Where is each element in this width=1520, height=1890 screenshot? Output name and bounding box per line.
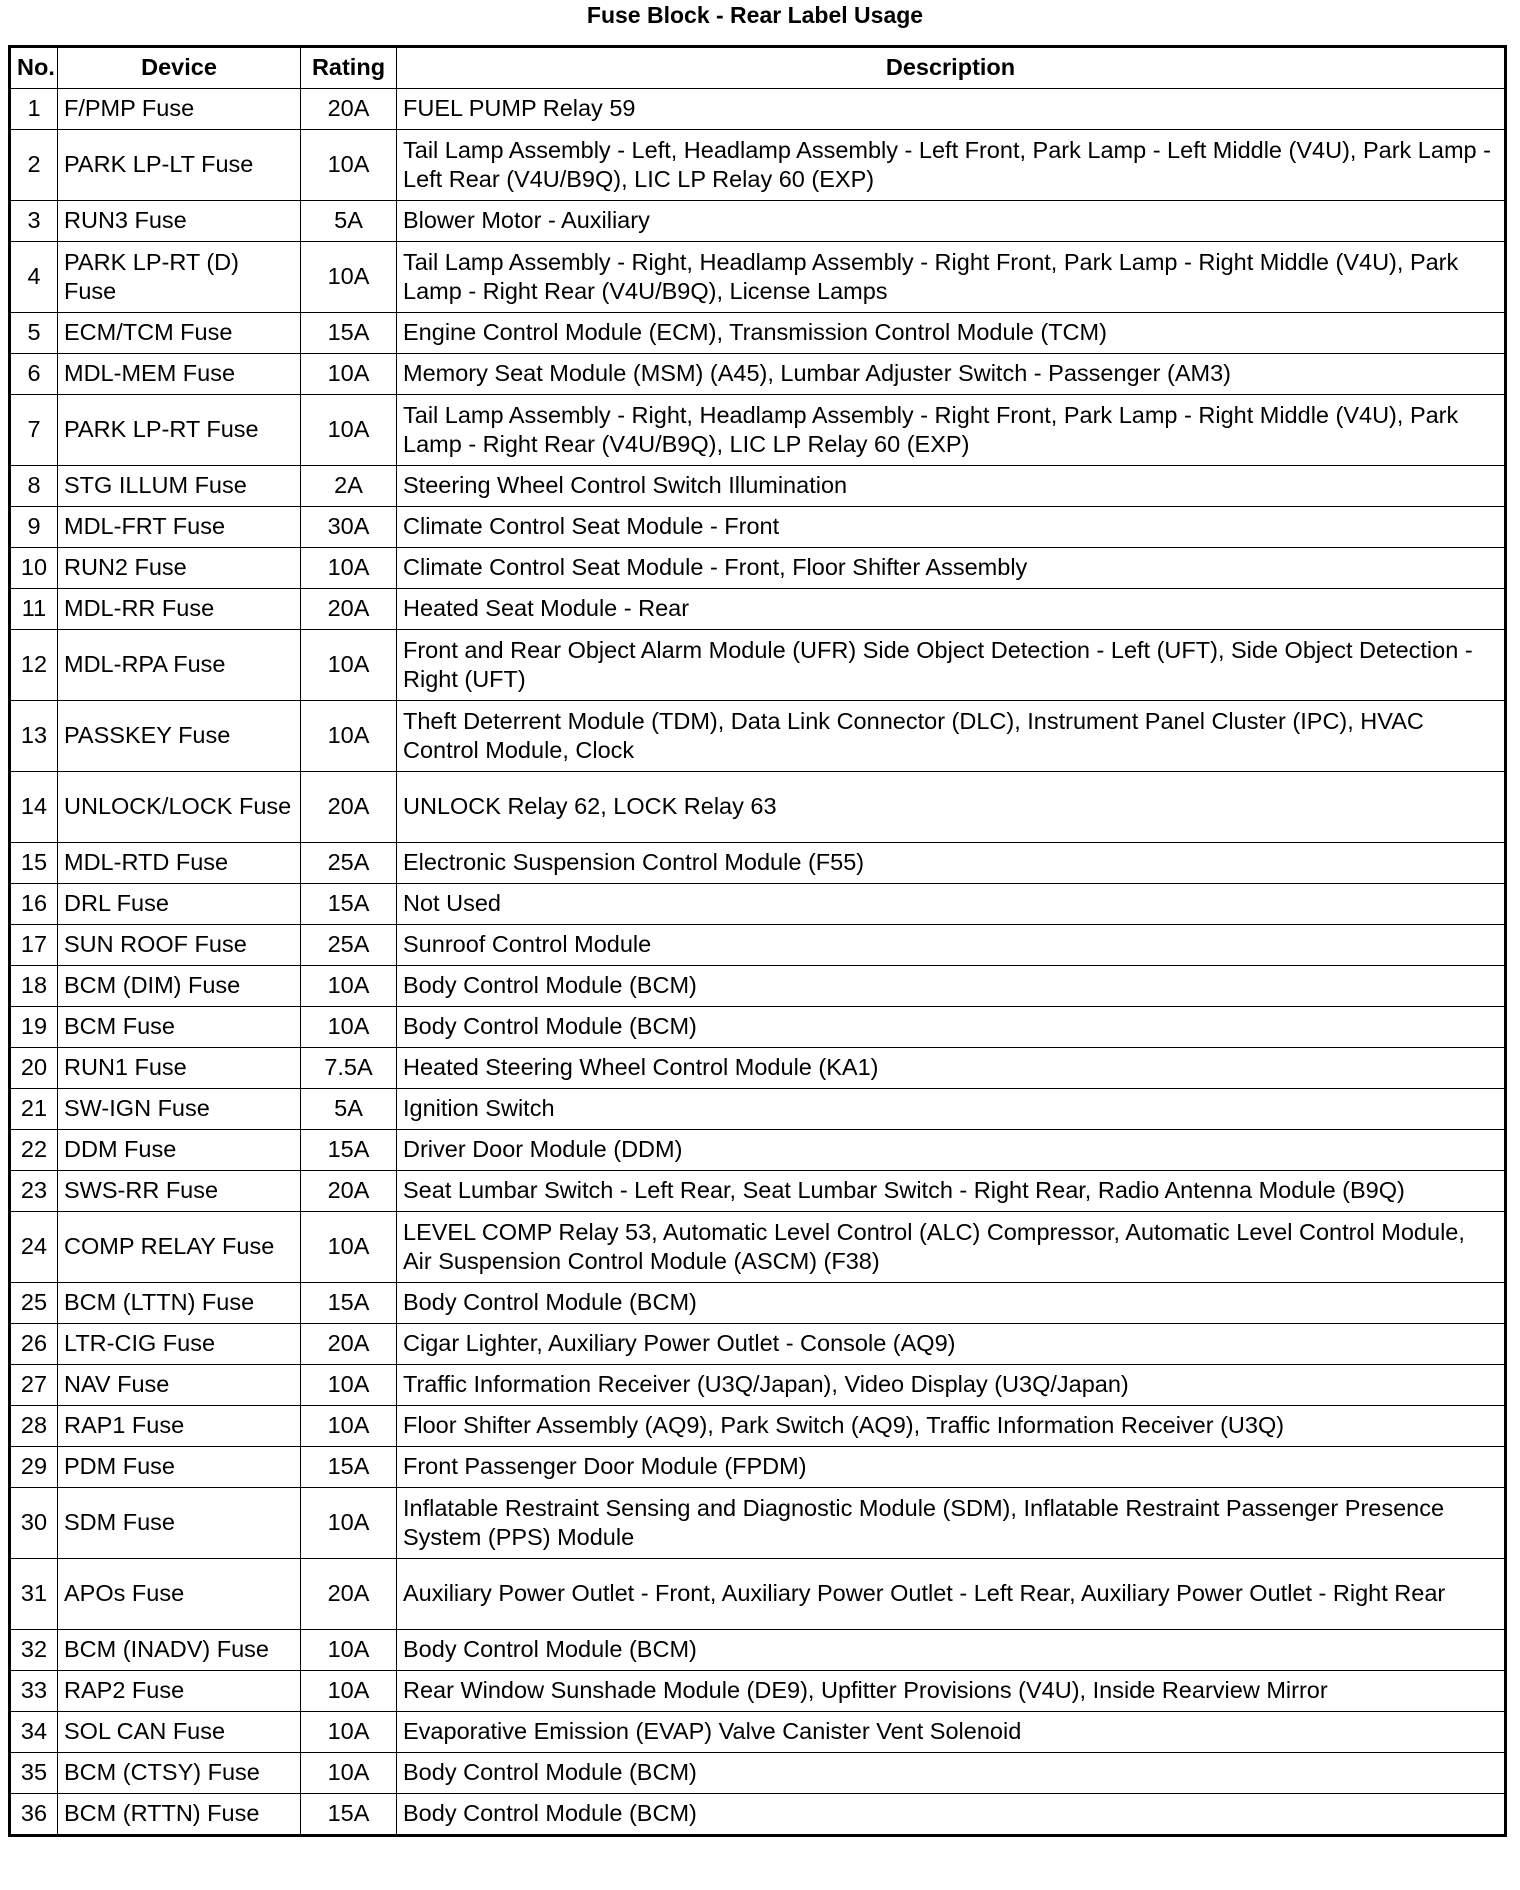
cell-description: Front Passenger Door Module (FPDM) — [397, 1447, 1506, 1488]
cell-description: Heated Seat Module - Rear — [397, 589, 1506, 630]
cell-description: Floor Shifter Assembly (AQ9), Park Switch (AQ9), Traffic Information Receiver (U3Q) — [397, 1406, 1506, 1447]
cell-no: 34 — [10, 1712, 58, 1753]
cell-description: Evaporative Emission (EVAP) Valve Canister Vent Solenoid — [397, 1712, 1506, 1753]
cell-no: 13 — [10, 701, 58, 772]
cell-device: PARK LP-LT Fuse — [58, 130, 301, 201]
cell-device: BCM (DIM) Fuse — [58, 966, 301, 1007]
cell-no: 24 — [10, 1212, 58, 1283]
cell-description: Cigar Lighter, Auxiliary Power Outlet - Console (AQ9) — [397, 1324, 1506, 1365]
table-row — [10, 966, 1506, 1007]
cell-rating: 15A — [301, 1130, 397, 1171]
table-row — [10, 1171, 1506, 1212]
cell-rating: 10A — [301, 1753, 397, 1794]
table-row — [10, 701, 1506, 772]
table-row — [10, 130, 1506, 201]
cell-device: SOL CAN Fuse — [58, 1712, 301, 1753]
cell-rating: 2A — [301, 466, 397, 507]
cell-device: UNLOCK/LOCK Fuse — [58, 772, 301, 843]
cell-description: Memory Seat Module (MSM) (A45), Lumbar Adjuster Switch - Passenger (AM3) — [397, 354, 1506, 395]
table-row — [10, 1447, 1506, 1488]
cell-device: SW-IGN Fuse — [58, 1089, 301, 1130]
table-row — [10, 1089, 1506, 1130]
cell-rating: 15A — [301, 1794, 397, 1836]
cell-no: 30 — [10, 1488, 58, 1559]
cell-device: ECM/TCM Fuse — [58, 313, 301, 354]
table-row — [10, 507, 1506, 548]
cell-description: Auxiliary Power Outlet - Front, Auxiliary Power Outlet - Left Rear, Auxiliary Power Outlet - Right Rear — [397, 1559, 1506, 1630]
cell-no: 28 — [10, 1406, 58, 1447]
cell-description: Seat Lumbar Switch - Left Rear, Seat Lumbar Switch - Right Rear, Radio Antenna Module (B9Q) — [397, 1171, 1506, 1212]
cell-rating: 10A — [301, 701, 397, 772]
cell-device: LTR-CIG Fuse — [58, 1324, 301, 1365]
cell-device: NAV Fuse — [58, 1365, 301, 1406]
cell-no: 6 — [10, 354, 58, 395]
table-row — [10, 313, 1506, 354]
cell-description: Body Control Module (BCM) — [397, 1630, 1506, 1671]
cell-rating: 5A — [301, 1089, 397, 1130]
cell-device: MDL-RPA Fuse — [58, 630, 301, 701]
cell-description: Body Control Module (BCM) — [397, 1007, 1506, 1048]
cell-device: BCM Fuse — [58, 1007, 301, 1048]
cell-no: 26 — [10, 1324, 58, 1365]
cell-device: SUN ROOF Fuse — [58, 925, 301, 966]
cell-rating: 10A — [301, 1212, 397, 1283]
cell-no: 32 — [10, 1630, 58, 1671]
cell-device: RAP2 Fuse — [58, 1671, 301, 1712]
fuse-table — [8, 45, 1507, 1837]
cell-device: RUN3 Fuse — [58, 201, 301, 242]
cell-no: 29 — [10, 1447, 58, 1488]
cell-no: 2 — [10, 130, 58, 201]
table-row — [10, 630, 1506, 701]
table-body — [10, 89, 1506, 1836]
table-row — [10, 1794, 1506, 1836]
table-row — [10, 395, 1506, 466]
cell-description: Traffic Information Receiver (U3Q/Japan), Video Display (U3Q/Japan) — [397, 1365, 1506, 1406]
cell-description: Body Control Module (BCM) — [397, 1283, 1506, 1324]
table-row — [10, 1365, 1506, 1406]
cell-device: BCM (INADV) Fuse — [58, 1630, 301, 1671]
cell-rating: 10A — [301, 966, 397, 1007]
cell-device: RUN2 Fuse — [58, 548, 301, 589]
cell-description: LEVEL COMP Relay 53, Automatic Level Control (ALC) Compressor, Automatic Level Control Module, Air Suspension Control Module (ASCM) (F38) — [397, 1212, 1506, 1283]
cell-device: PARK LP-RT (D) Fuse — [58, 242, 301, 313]
cell-rating: 10A — [301, 1007, 397, 1048]
table-row — [10, 1130, 1506, 1171]
cell-rating: 25A — [301, 843, 397, 884]
table-row — [10, 1324, 1506, 1365]
cell-device: PDM Fuse — [58, 1447, 301, 1488]
cell-device: MDL-RR Fuse — [58, 589, 301, 630]
header-row — [10, 47, 1506, 89]
cell-rating: 10A — [301, 1406, 397, 1447]
cell-description: Front and Rear Object Alarm Module (UFR) Side Object Detection - Left (UFT), Side Object Detection - Right (UFT) — [397, 630, 1506, 701]
table-row — [10, 1212, 1506, 1283]
cell-no: 7 — [10, 395, 58, 466]
cell-no: 36 — [10, 1794, 58, 1836]
cell-description: Sunroof Control Module — [397, 925, 1506, 966]
cell-no: 35 — [10, 1753, 58, 1794]
table-row — [10, 843, 1506, 884]
cell-description: Not Used — [397, 884, 1506, 925]
table-row — [10, 354, 1506, 395]
table-row — [10, 1488, 1506, 1559]
cell-rating: 20A — [301, 1171, 397, 1212]
cell-rating: 20A — [301, 89, 397, 130]
table-row — [10, 1048, 1506, 1089]
cell-rating: 15A — [301, 1447, 397, 1488]
cell-description: Engine Control Module (ECM), Transmission Control Module (TCM) — [397, 313, 1506, 354]
cell-no: 3 — [10, 201, 58, 242]
cell-description: UNLOCK Relay 62, LOCK Relay 63 — [397, 772, 1506, 843]
cell-rating: 15A — [301, 884, 397, 925]
cell-description: Body Control Module (BCM) — [397, 1794, 1506, 1836]
cell-device: COMP RELAY Fuse — [58, 1212, 301, 1283]
cell-device: STG ILLUM Fuse — [58, 466, 301, 507]
cell-description: Climate Control Seat Module - Front — [397, 507, 1506, 548]
cell-device: RUN1 Fuse — [58, 1048, 301, 1089]
cell-description: Heated Steering Wheel Control Module (KA1) — [397, 1048, 1506, 1089]
cell-no: 8 — [10, 466, 58, 507]
table-row — [10, 1283, 1506, 1324]
cell-no: 16 — [10, 884, 58, 925]
cell-description: Climate Control Seat Module - Front, Floor Shifter Assembly — [397, 548, 1506, 589]
cell-rating: 30A — [301, 507, 397, 548]
cell-rating: 10A — [301, 354, 397, 395]
cell-rating: 10A — [301, 630, 397, 701]
cell-rating: 10A — [301, 242, 397, 313]
cell-description: Body Control Module (BCM) — [397, 966, 1506, 1007]
cell-no: 23 — [10, 1171, 58, 1212]
cell-description: Ignition Switch — [397, 1089, 1506, 1130]
cell-device: F/PMP Fuse — [58, 89, 301, 130]
cell-rating: 10A — [301, 1712, 397, 1753]
cell-description: Tail Lamp Assembly - Right, Headlamp Assembly - Right Front, Park Lamp - Right Middle (V4U), Park Lamp - Right Rear (V4U/B9Q), License Lamps — [397, 242, 1506, 313]
cell-no: 15 — [10, 843, 58, 884]
cell-device: PARK LP-RT Fuse — [58, 395, 301, 466]
cell-description: Rear Window Sunshade Module (DE9), Upfitter Provisions (V4U), Inside Rearview Mirror — [397, 1671, 1506, 1712]
cell-no: 10 — [10, 548, 58, 589]
cell-rating: 25A — [301, 925, 397, 966]
cell-no: 19 — [10, 1007, 58, 1048]
cell-description: FUEL PUMP Relay 59 — [397, 89, 1506, 130]
table-row — [10, 1630, 1506, 1671]
table-row — [10, 466, 1506, 507]
cell-no: 1 — [10, 89, 58, 130]
cell-rating: 10A — [301, 1630, 397, 1671]
column-header-no: No. — [10, 47, 58, 89]
cell-rating: 5A — [301, 201, 397, 242]
cell-no: 22 — [10, 1130, 58, 1171]
column-header-description: Description — [397, 47, 1506, 89]
cell-description: Tail Lamp Assembly - Right, Headlamp Assembly - Right Front, Park Lamp - Right Middle (V4U), Park Lamp - Right Rear (V4U/B9Q), LIC LP Relay 60 (EXP) — [397, 395, 1506, 466]
table-row — [10, 884, 1506, 925]
cell-rating: 10A — [301, 130, 397, 201]
table-row — [10, 1671, 1506, 1712]
cell-device: MDL-RTD Fuse — [58, 843, 301, 884]
cell-device: MDL-MEM Fuse — [58, 354, 301, 395]
table-row — [10, 589, 1506, 630]
cell-no: 9 — [10, 507, 58, 548]
cell-description: Electronic Suspension Control Module (F55) — [397, 843, 1506, 884]
cell-rating: 10A — [301, 1365, 397, 1406]
cell-rating: 20A — [301, 1324, 397, 1365]
table-row — [10, 1753, 1506, 1794]
cell-device: RAP1 Fuse — [58, 1406, 301, 1447]
cell-no: 11 — [10, 589, 58, 630]
cell-description: Steering Wheel Control Switch Illumination — [397, 466, 1506, 507]
table-row — [10, 1007, 1506, 1048]
table-row — [10, 548, 1506, 589]
cell-device: BCM (RTTN) Fuse — [58, 1794, 301, 1836]
cell-device: SWS-RR Fuse — [58, 1171, 301, 1212]
table-row — [10, 1406, 1506, 1447]
cell-description: Blower Motor - Auxiliary — [397, 201, 1506, 242]
cell-no: 21 — [10, 1089, 58, 1130]
cell-device: MDL-FRT Fuse — [58, 507, 301, 548]
cell-device: BCM (LTTN) Fuse — [58, 1283, 301, 1324]
table-row — [10, 1712, 1506, 1753]
table-row — [10, 242, 1506, 313]
cell-device: APOs Fuse — [58, 1559, 301, 1630]
cell-no: 4 — [10, 242, 58, 313]
cell-no: 14 — [10, 772, 58, 843]
cell-no: 27 — [10, 1365, 58, 1406]
column-header-device: Device — [58, 47, 301, 89]
cell-rating: 20A — [301, 589, 397, 630]
cell-device: DDM Fuse — [58, 1130, 301, 1171]
cell-description: Body Control Module (BCM) — [397, 1753, 1506, 1794]
cell-description: Inflatable Restraint Sensing and Diagnostic Module (SDM), Inflatable Restraint Passenger Presence System (PPS) Module — [397, 1488, 1506, 1559]
cell-device: BCM (CTSY) Fuse — [58, 1753, 301, 1794]
cell-rating: 10A — [301, 395, 397, 466]
cell-rating: 7.5A — [301, 1048, 397, 1089]
cell-no: 20 — [10, 1048, 58, 1089]
cell-rating: 10A — [301, 1488, 397, 1559]
cell-no: 25 — [10, 1283, 58, 1324]
cell-rating: 15A — [301, 1283, 397, 1324]
cell-description: Driver Door Module (DDM) — [397, 1130, 1506, 1171]
column-header-rating: Rating — [301, 47, 397, 89]
cell-rating: 10A — [301, 548, 397, 589]
cell-no: 33 — [10, 1671, 58, 1712]
cell-description: Theft Deterrent Module (TDM), Data Link Connector (DLC), Instrument Panel Cluster (IPC), HVAC Control Module, Clock — [397, 701, 1506, 772]
cell-rating: 15A — [301, 313, 397, 354]
cell-no: 17 — [10, 925, 58, 966]
table-row — [10, 201, 1506, 242]
table-row — [10, 925, 1506, 966]
page-title: Fuse Block - Rear Label Usage — [586, 2, 924, 28]
table-row — [10, 89, 1506, 130]
table-row — [10, 1559, 1506, 1630]
table-row — [10, 772, 1506, 843]
cell-no: 18 — [10, 966, 58, 1007]
cell-device: DRL Fuse — [58, 884, 301, 925]
cell-device: PASSKEY Fuse — [58, 701, 301, 772]
cell-rating: 20A — [301, 772, 397, 843]
cell-description: Tail Lamp Assembly - Left, Headlamp Assembly - Left Front, Park Lamp - Left Middle (V4U), Park Lamp - Left Rear (V4U/B9Q), LIC LP Relay 60 (EXP) — [397, 130, 1506, 201]
cell-rating: 20A — [301, 1559, 397, 1630]
cell-no: 12 — [10, 630, 58, 701]
cell-no: 5 — [10, 313, 58, 354]
cell-no: 31 — [10, 1559, 58, 1630]
cell-rating: 10A — [301, 1671, 397, 1712]
cell-device: SDM Fuse — [58, 1488, 301, 1559]
